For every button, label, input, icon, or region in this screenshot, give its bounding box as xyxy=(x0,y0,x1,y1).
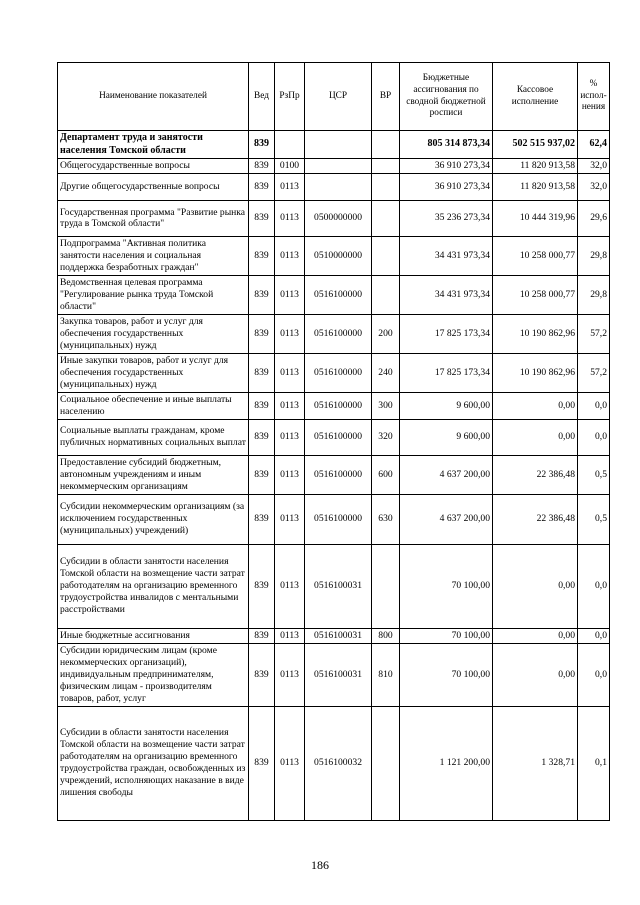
table-row xyxy=(58,314,610,353)
row-cash: 502 515 937,02 xyxy=(493,131,578,159)
row-vr xyxy=(372,275,400,314)
row-vr: 800 xyxy=(372,628,400,643)
row-rzpr: 0113 xyxy=(275,643,305,706)
table-row xyxy=(58,173,610,200)
table-row xyxy=(58,159,610,174)
table-row xyxy=(58,494,610,544)
row-budget: 9 600,00 xyxy=(400,419,493,455)
row-ved: 839 xyxy=(249,628,275,643)
row-ved: 839 xyxy=(249,544,275,628)
row-name: Департамент труда и занятости населения Томской области xyxy=(58,131,249,159)
row-vr xyxy=(372,544,400,628)
row-csr: 0516100000 xyxy=(305,455,372,494)
row-vr: 240 xyxy=(372,353,400,392)
row-pct: 0,0 xyxy=(578,643,610,706)
row-csr: 0516100000 xyxy=(305,419,372,455)
row-budget: 4 637 200,00 xyxy=(400,455,493,494)
row-name: Субсидии юридическим лицам (кроме некоммерческих организаций), индивидуальным предпринимателям, физическим лицам - производителям товаров, работ, услуг xyxy=(58,643,249,706)
budget-table xyxy=(57,62,610,821)
table-row xyxy=(58,419,610,455)
row-csr: 0516100000 xyxy=(305,353,372,392)
row-rzpr: 0113 xyxy=(275,455,305,494)
table-row xyxy=(58,353,610,392)
row-rzpr: 0113 xyxy=(275,314,305,353)
row-vr xyxy=(372,159,400,174)
page-number: 186 xyxy=(311,858,329,872)
table-row xyxy=(58,275,610,314)
row-cash: 10 444 319,96 xyxy=(493,200,578,236)
row-budget: 17 825 173,34 xyxy=(400,353,493,392)
row-ved: 839 xyxy=(249,159,275,174)
row-name: Ведомственная целевая программа "Регулирование рынка труда Томской области" xyxy=(58,275,249,314)
row-rzpr: 0100 xyxy=(275,159,305,174)
row-vr xyxy=(372,131,400,159)
header-ved: Вед xyxy=(249,63,275,131)
row-rzpr: 0113 xyxy=(275,419,305,455)
row-pct: 57,2 xyxy=(578,353,610,392)
row-pct: 0,0 xyxy=(578,392,610,419)
header-budget: Бюджетные ассигнования по сводной бюджетной росписи xyxy=(400,63,493,131)
row-csr: 0516100032 xyxy=(305,706,372,820)
row-ved: 839 xyxy=(249,455,275,494)
row-vr: 600 xyxy=(372,455,400,494)
row-ved: 839 xyxy=(249,643,275,706)
row-cash: 22 386,48 xyxy=(493,494,578,544)
row-cash: 10 258 000,77 xyxy=(493,275,578,314)
row-cash: 11 820 913,58 xyxy=(493,173,578,200)
row-vr: 810 xyxy=(372,643,400,706)
row-rzpr xyxy=(275,131,305,159)
row-budget: 36 910 273,34 xyxy=(400,159,493,174)
row-csr: 0516100000 xyxy=(305,275,372,314)
row-cash: 10 190 862,96 xyxy=(493,314,578,353)
row-pct: 0,5 xyxy=(578,494,610,544)
header-pct: % испол-нения xyxy=(578,63,610,131)
row-name: Государственная программа "Развитие рынка труда в Томской области" xyxy=(58,200,249,236)
row-csr: 0500000000 xyxy=(305,200,372,236)
row-pct: 0,5 xyxy=(578,455,610,494)
row-budget: 36 910 273,34 xyxy=(400,173,493,200)
row-ved: 839 xyxy=(249,314,275,353)
row-budget: 70 100,00 xyxy=(400,544,493,628)
row-pct: 29,6 xyxy=(578,200,610,236)
row-pct: 32,0 xyxy=(578,173,610,200)
row-name: Предоставление субсидий бюджетным, автономным учреждениям и иным некоммерческим организациям xyxy=(58,455,249,494)
row-csr xyxy=(305,159,372,174)
row-ved: 839 xyxy=(249,236,275,275)
row-ved: 839 xyxy=(249,706,275,820)
row-cash: 0,00 xyxy=(493,392,578,419)
row-budget: 34 431 973,34 xyxy=(400,275,493,314)
row-ved: 839 xyxy=(249,392,275,419)
row-vr xyxy=(372,200,400,236)
row-budget: 1 121 200,00 xyxy=(400,706,493,820)
row-vr xyxy=(372,173,400,200)
table-row xyxy=(58,628,610,643)
row-ved: 839 xyxy=(249,173,275,200)
row-csr: 0516100000 xyxy=(305,494,372,544)
header-row xyxy=(58,63,610,131)
row-budget: 17 825 173,34 xyxy=(400,314,493,353)
row-name: Закупка товаров, работ и услуг для обеспечения государственных (муниципальных) нужд xyxy=(58,314,249,353)
row-csr: 0516100000 xyxy=(305,314,372,353)
header-rzpr: РзПр xyxy=(275,63,305,131)
row-budget: 805 314 873,34 xyxy=(400,131,493,159)
table-body xyxy=(58,131,610,821)
table-row xyxy=(58,455,610,494)
row-name: Иные бюджетные ассигнования xyxy=(58,628,249,643)
row-ved: 839 xyxy=(249,419,275,455)
header-vr: ВР xyxy=(372,63,400,131)
row-rzpr: 0113 xyxy=(275,200,305,236)
row-rzpr: 0113 xyxy=(275,628,305,643)
row-name: Подпрограмма "Активная политика занятости населения и социальная поддержка безработных граждан" xyxy=(58,236,249,275)
row-cash: 0,00 xyxy=(493,419,578,455)
row-ved: 839 xyxy=(249,131,275,159)
row-budget: 9 600,00 xyxy=(400,392,493,419)
row-rzpr: 0113 xyxy=(275,544,305,628)
row-name: Социальные выплаты гражданам, кроме публичных нормативных социальных выплат xyxy=(58,419,249,455)
row-ved: 839 xyxy=(249,200,275,236)
row-vr: 630 xyxy=(372,494,400,544)
table-row xyxy=(58,392,610,419)
table-row xyxy=(58,643,610,706)
row-csr: 0510000000 xyxy=(305,236,372,275)
row-csr xyxy=(305,173,372,200)
row-rzpr: 0113 xyxy=(275,392,305,419)
header-csr: ЦСР xyxy=(305,63,372,131)
row-csr xyxy=(305,131,372,159)
row-cash: 1 328,71 xyxy=(493,706,578,820)
row-budget: 34 431 973,34 xyxy=(400,236,493,275)
row-csr: 0516100031 xyxy=(305,643,372,706)
row-csr: 0516100031 xyxy=(305,628,372,643)
row-cash: 0,00 xyxy=(493,628,578,643)
row-cash: 10 190 862,96 xyxy=(493,353,578,392)
row-vr: 200 xyxy=(372,314,400,353)
row-name: Субсидии в области занятости населения Томской области на возмещение части затрат работодателям на организацию временного трудоустройства граждан, освобожденных из учреждений, исполняющих наказание в виде лишения свободы xyxy=(58,706,249,820)
row-ved: 839 xyxy=(249,494,275,544)
row-rzpr: 0113 xyxy=(275,236,305,275)
row-vr: 300 xyxy=(372,392,400,419)
header-cash: Кассовое исполнение xyxy=(493,63,578,131)
row-rzpr: 0113 xyxy=(275,173,305,200)
row-rzpr: 0113 xyxy=(275,494,305,544)
table-row xyxy=(58,131,610,159)
document-page xyxy=(57,62,609,821)
row-budget: 4 637 200,00 xyxy=(400,494,493,544)
row-cash: 10 258 000,77 xyxy=(493,236,578,275)
row-pct: 32,0 xyxy=(578,159,610,174)
row-csr: 0516100000 xyxy=(305,392,372,419)
row-pct: 0,1 xyxy=(578,706,610,820)
row-name: Субсидии некоммерческим организациям (за исключением государственных (муниципальных) учреждений) xyxy=(58,494,249,544)
row-name: Социальное обеспечение и иные выплаты населению xyxy=(58,392,249,419)
row-budget: 70 100,00 xyxy=(400,628,493,643)
row-budget: 35 236 273,34 xyxy=(400,200,493,236)
row-ved: 839 xyxy=(249,275,275,314)
row-rzpr: 0113 xyxy=(275,706,305,820)
row-name: Иные закупки товаров, работ и услуг для обеспечения государственных (муниципальных) нужд xyxy=(58,353,249,392)
table-row xyxy=(58,544,610,628)
header-name: Наименование показателей xyxy=(58,63,249,131)
row-cash: 0,00 xyxy=(493,643,578,706)
row-pct: 0,0 xyxy=(578,544,610,628)
row-cash: 22 386,48 xyxy=(493,455,578,494)
row-pct: 29,8 xyxy=(578,275,610,314)
row-name: Общегосударственные вопросы xyxy=(58,159,249,174)
table-row xyxy=(58,706,610,820)
row-rzpr: 0113 xyxy=(275,353,305,392)
row-pct: 0,0 xyxy=(578,628,610,643)
row-ved: 839 xyxy=(249,353,275,392)
row-vr xyxy=(372,236,400,275)
row-vr: 320 xyxy=(372,419,400,455)
row-pct: 29,8 xyxy=(578,236,610,275)
row-name: Субсидии в области занятости населения Томской области на возмещение части затрат работодателям на организацию временного трудоустройства инвалидов с ментальными расстройствами xyxy=(58,544,249,628)
row-vr xyxy=(372,706,400,820)
row-csr: 0516100031 xyxy=(305,544,372,628)
row-pct: 57,2 xyxy=(578,314,610,353)
row-cash: 11 820 913,58 xyxy=(493,159,578,174)
table-row xyxy=(58,236,610,275)
row-pct: 0,0 xyxy=(578,419,610,455)
row-rzpr: 0113 xyxy=(275,275,305,314)
row-name: Другие общегосударственные вопросы xyxy=(58,173,249,200)
table-row xyxy=(58,200,610,236)
row-cash: 0,00 xyxy=(493,544,578,628)
row-pct: 62,4 xyxy=(578,131,610,159)
row-budget: 70 100,00 xyxy=(400,643,493,706)
